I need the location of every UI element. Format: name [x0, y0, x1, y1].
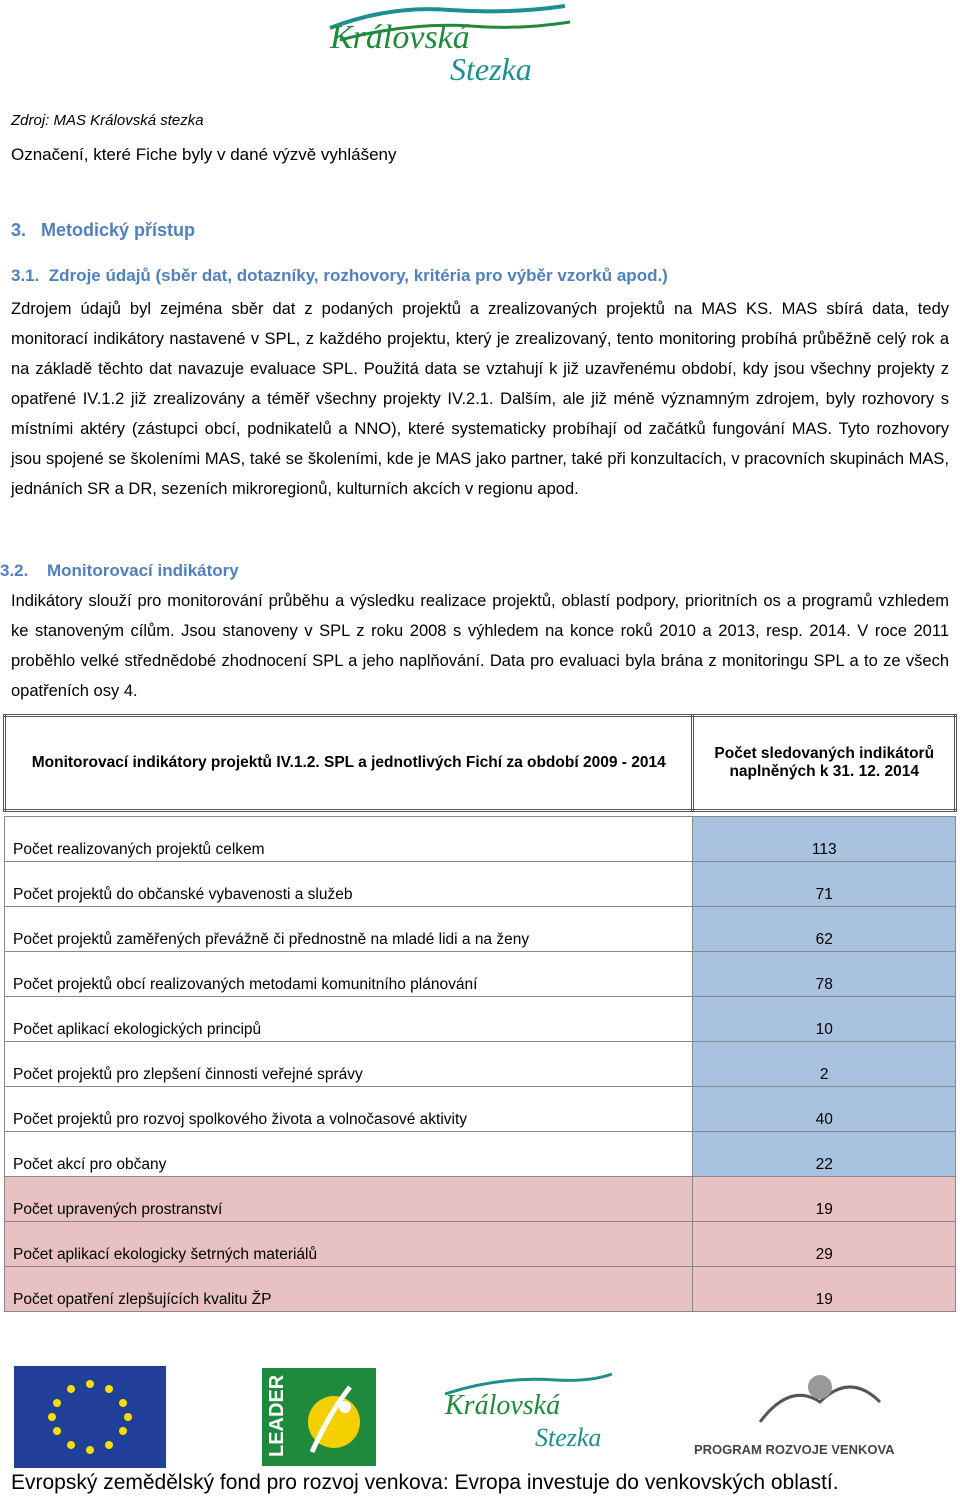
- table-header-indicators: Monitorovací indikátory projektů IV.1.2. SPL a jednotlivých Fichí za období 2009 - 2014: [5, 716, 693, 811]
- row-label: Počet projektů pro zlepšení činnosti veřejné správy: [5, 1042, 693, 1087]
- source-note: Zdroj: MAS Královská stezka: [11, 112, 204, 129]
- row-label: Počet aplikací ekologických principů: [5, 997, 693, 1042]
- row-value: 22: [693, 1132, 956, 1177]
- row-label: Počet akcí pro občany: [5, 1132, 693, 1177]
- row-label: Počet projektů pro rozvoj spolkového života a volnočasové aktivity: [5, 1087, 693, 1132]
- row-value: 29: [693, 1222, 956, 1267]
- table-row: [5, 817, 956, 862]
- section-3-heading: 3. Metodický přístup: [11, 220, 196, 240]
- footer-text: Evropský zemědělský fond pro rozvoj venkova: Evropa investuje do venkovských oblastí.: [11, 1471, 839, 1494]
- table-row: [5, 862, 956, 907]
- table-row: [5, 1132, 956, 1177]
- leader-text: LEADER: [266, 1374, 288, 1457]
- table-row: [5, 1177, 956, 1222]
- row-label: Počet opatření zlepšujících kvalitu ŽP: [5, 1267, 693, 1312]
- table-row: [5, 952, 956, 997]
- row-value: 40: [693, 1087, 956, 1132]
- row-value: 2: [693, 1042, 956, 1087]
- indicators-table: [3, 714, 957, 1312]
- eu-flag-icon: [14, 1366, 166, 1468]
- table-row: [5, 1267, 956, 1312]
- leader-logo: [262, 1368, 376, 1466]
- table-row: [5, 1042, 956, 1087]
- row-value: 19: [693, 1267, 956, 1312]
- kralovska-stezka-logo: [320, 0, 580, 100]
- row-value: 71: [693, 862, 956, 907]
- table-row: [5, 1222, 956, 1267]
- row-label: Počet upravených prostranství: [5, 1177, 693, 1222]
- subtitle: Označení, které Fiche byly v dané výzvě vyhlášeny: [11, 145, 397, 164]
- section-3-2-number: 3.2.: [0, 561, 29, 580]
- footer-logo-text-kralovska: Královská: [445, 1390, 561, 1421]
- paragraph-indicators: Indikátory slouží pro monitorování průběhu a výsledku realizace projektů, oblastí podpory, prioritních os a programů vzhledem ke stanoveným cílům. Jsou stanoveny v SPL z roku 2008 s výhledem na konce roků 2010 a 2013, resp. 2014. V roce 2011 proběhlo velké střednědobé zhodnocení SPL a jeho naplňování. Data pro evaluaci byla brána z monitoringu SPL a to ze všech opatřeních osy 4.: [11, 592, 949, 700]
- row-value: 19: [693, 1177, 956, 1222]
- table-row: [5, 907, 956, 952]
- row-label: Počet aplikací ekologicky šetrných materiálů: [5, 1222, 693, 1267]
- kralovska-stezka-footer-logo: [444, 1374, 612, 1452]
- prv-text: PROGRAM ROZVOJE VENKOVA: [694, 1442, 895, 1457]
- row-label: Počet projektů do občanské vybavenosti a služeb: [5, 862, 693, 907]
- footer-logos: [0, 1362, 960, 1472]
- table-header-count: Počet sledovaných indikátorů naplněných k 31. 12. 2014: [693, 716, 956, 811]
- section-3-1-heading: 3.1. Zdroje údajů (sběr dat, dotazníky, rozhovory, kritéria pro výběr vzorků apod.): [11, 266, 668, 285]
- row-value: 78: [693, 952, 956, 997]
- table-row: [5, 997, 956, 1042]
- row-value: 10: [693, 997, 956, 1042]
- section-3-2-title: Monitorovací indikátory: [47, 561, 239, 580]
- program-rozvoje-venkova-logo: [694, 1375, 895, 1457]
- section-3-2-heading: [0, 561, 239, 581]
- row-label: Počet projektů obcí realizovaných metodami komunitního plánování: [5, 952, 693, 997]
- row-label: Počet projektů zaměřených převážně či přednostně na mladé lidi a na ženy: [5, 907, 693, 952]
- logo-text-stezka: Stezka: [450, 51, 532, 87]
- logo-text-kralovska: Královská: [330, 19, 470, 56]
- paragraph-data-sources: Zdrojem údajů byl zejména sběr dat z podaných projektů a zrealizovaných projektů na MAS KS. MAS sbírá data, tedy monitorací indikátory nastavené v SPL, z každého projektu, který je zrealizovaný, tento monitoring probíhá průběžně celý rok a na základě těchto dat navazuje evaluace SPL. Použitá data se vztahují k již uzavřenému období, kdy jsou všechny projekty z opatřené IV.1.2 již zrealizovány a téměř všechny projekty IV.2.1. Dalším, ale již méně významným zdrojem, byly rozhovory s místními aktéry (zástupci obcí, podnikatelů a NNO), které systematicky probíhají od začátků fungování MAS. Tyto rozhovory jsou spojené se školeními MAS, také se školeními, kde je MAS jako partner, také při konzultacích, v pracovních skupinách MAS, jednáních SR a DR, sezeních mikroregionů, kulturních akcích v regionu apod.: [11, 300, 949, 498]
- table-row: [5, 1087, 956, 1132]
- row-value: 62: [693, 907, 956, 952]
- footer-logo-text-stezka: Stezka: [535, 1423, 602, 1452]
- row-label: Počet realizovaných projektů celkem: [5, 817, 693, 862]
- row-value: 113: [693, 817, 956, 862]
